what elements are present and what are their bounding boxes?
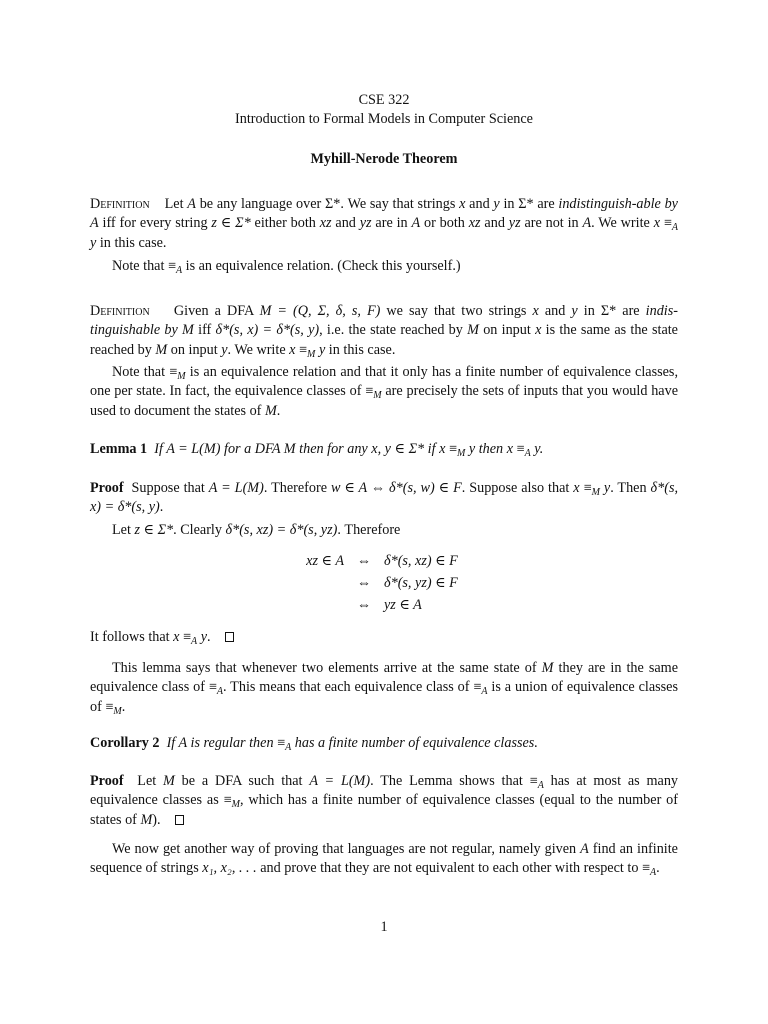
note-equivalence-a: Note that $\equiv_A$ is an equivalence relation. (Check this yourself.) bbox=[112, 258, 461, 276]
definition-2: Definition Given a DFA M = (Q, Σ, δ, s, F) we say that two strings x and y in Σ* are indis-tinguishable by M iff δ*(s, x) = δ*(s, y), i.e. the state reached by M on input x is the same as the state reached by M on input y. We write $x \equiv_M$ y in this case. bbox=[90, 303, 678, 360]
lemma-label: Lemma 1 bbox=[90, 441, 148, 457]
proof-2: Proof Let M be a DFA such that A = L(M). The Lemma shows that $\equiv_A$ has at most as many equivalence classes as $\equiv_M$, which has a finite number of equivalence classes (equal to the number of states of M). bbox=[90, 773, 679, 828]
definition-label: Definition bbox=[90, 303, 150, 319]
corollary-label: Corollary 2 bbox=[90, 735, 160, 751]
closing-paragraph: We now get another way of proving that languages are not regular, namely given A find an infinite sequence of strings x₁, x₂, . . . and prove that they are not equivalent to each other with respect to $\equiv_A$. bbox=[90, 841, 678, 879]
equation-line-1: xz ∈ A ⇔ δ*(s, xz) ∈ F bbox=[306, 553, 458, 569]
note-equivalence-m: Note that $\equiv_M$ is an equivalence relation and that it only has a finite number of equivalence classes, one per state. In fact, the equivalence classes of $\equiv_M$ are precisely the sets of inputs that you would have used to document the states of M. bbox=[90, 364, 678, 419]
proof-label: Proof bbox=[90, 480, 124, 496]
proof-label: Proof bbox=[90, 773, 124, 789]
lemma-remark: This lemma says that whenever two elements arrive at the same state of M they are in the same equivalence class of $\equiv_A$. This means that each equivalence class of $\equiv_A$ is a union of equivalence classes of $\equiv_M$. bbox=[90, 660, 678, 717]
course-subtitle: Introduction to Formal Models in Computer Science bbox=[235, 111, 533, 127]
equation-line-2: ⇔ δ*(s, yz) ∈ F bbox=[356, 575, 458, 591]
equation-line-3: ⇔ yz ∈ A bbox=[356, 597, 422, 613]
proof-1: Proof Suppose that A = L(M). Therefore w ∈ A ⇔ δ*(s, w) ∈ F. Suppose also that $x \equiv_M$ y. Then δ*(s, x) = δ*(s, y). bbox=[90, 480, 679, 516]
corollary-2: Corollary 2 If A is regular then $\equiv_A$ has a finite number of equivalence classes. bbox=[90, 735, 538, 753]
qed-icon bbox=[175, 815, 184, 825]
document-title: Myhill-Nerode Theorem bbox=[310, 151, 458, 167]
lemma-1: Lemma 1 If A = L(M) for a DFA M then for any x, y ∈ Σ* if $x \equiv_M$ y then $x \equiv_A$ y. bbox=[90, 441, 544, 459]
qed-icon bbox=[225, 632, 234, 642]
definition-1: Definition Let A be any language over Σ*. We say that strings x and y in Σ* are indistinguish-able by A iff for every string z ∈ Σ* either both xz and yz are in A or both xz and yz are not in A. We write $x \equiv_A$ y in this case. bbox=[90, 196, 678, 251]
proof-1-conclusion: It follows that $x \equiv_A$ y. bbox=[90, 628, 678, 647]
page-number: 1 bbox=[380, 919, 388, 935]
course-number: CSE 322 bbox=[358, 92, 410, 108]
definition-label: Definition bbox=[90, 196, 150, 212]
proof-1-continued: Let z ∈ Σ*. Clearly δ*(s, xz) = δ*(s, yz). Therefore bbox=[112, 522, 401, 538]
